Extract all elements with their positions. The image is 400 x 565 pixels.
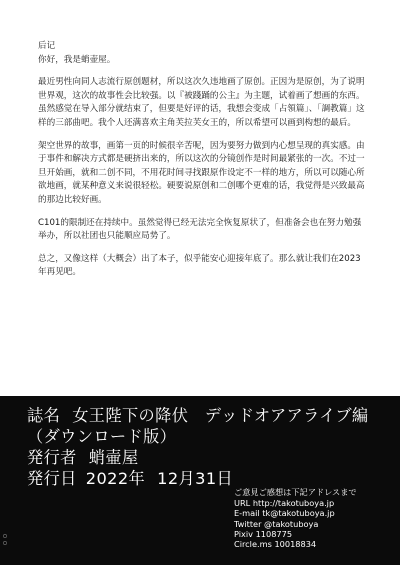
publisher-label: 発行者 [27, 448, 77, 467]
margin-mark-icon [2, 533, 8, 547]
title-label: 誌名 [27, 406, 61, 425]
contact-heading: ご意見ご感想は下記アドレスまで [234, 487, 357, 497]
colophon-main [27, 405, 369, 489]
postscript-paragraph: 架空世界的故事，画第一页的时候很辛苦呢，因为要努力做到内心想呈现的真实感。由于事件和解决方式都是硬挤出来的，所以这次的分镜创作是时间最紧张的一次。不过一旦开始画，就和二创不同，不用花时间寻找跟原作设定不一样的地方，所以可以随心所欲地画，就某种意义来说很轻松。硬要说原创和二创哪个更难的话，我觉得是兴致最高的那边比较好画。 [38, 140, 365, 205]
edition-label: （ダウンロード版） [27, 427, 177, 446]
date-day: 12月31日 [157, 469, 234, 488]
postscript-section [38, 40, 366, 289]
postscript-paragraph: C101的限制还在持续中。虽然觉得已经无法完全恢复原状了，但准备会也在努力勉强举办，所以社团也只能顺应局势了。 [38, 217, 362, 242]
contact-pixiv: Pixiv 1108775 [234, 528, 293, 539]
contact-url: URL http://takotuboya.jp [234, 498, 335, 509]
postscript-greeting: 你好，我是蛸壶屋。 [38, 54, 116, 65]
side-margin-mark [2, 533, 8, 548]
publisher-value: 蛸壷屋 [88, 448, 139, 467]
contact-block [234, 487, 357, 549]
contact-circle: Circle.ms 10018834 [234, 539, 317, 550]
postscript-heading: 后记 [38, 41, 56, 51]
date-year: 2022年 [85, 469, 146, 488]
colophon-date-row [27, 468, 369, 489]
date-label: 発行日 [27, 469, 77, 488]
title-value: 女王陛下の降伏 デッドオアアライブ編 [72, 406, 369, 425]
postscript-paragraph: 总之，又像这样（大概会）出了本子，似乎能安心迎接年底了。那么就让我们在2023年再见吧。 [38, 253, 361, 278]
colophon-publisher-row [27, 447, 369, 468]
contact-twitter: Twitter @takotuboya [234, 518, 319, 529]
colophon-edition-row [27, 426, 369, 447]
contact-email: E-mail tk@takotuboya.jp [234, 508, 335, 519]
colophon-panel [0, 396, 400, 565]
colophon-title-row [27, 405, 369, 426]
postscript-paragraph: 最近男性向同人志流行原创题材，所以这次久违地画了原创。正因为是原创，为了说明世界观，这次的故事性会比较强。以『被踐踊的公主』为主题，试着画了想画的东西。虽然感觉在导入部分就结束了，但要是好评的话，我想会变成「占領篇」、「調教篇」这样的三部曲吧。我个人还满喜欢主角芙拉芙女王的，所以希望可以画到构想的最后。 [38, 77, 365, 128]
